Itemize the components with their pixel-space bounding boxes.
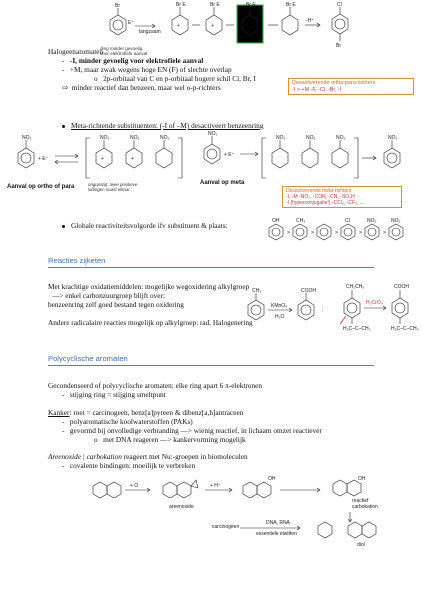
label-carbocation: carbokation [352, 504, 378, 510]
halogen-line-4: ⇨ minder reactief dan benzeen, maar wel o-p-richters [62, 83, 221, 92]
label-reactive: reactief [352, 498, 369, 504]
svg-text:NO₂: NO₂ [388, 135, 398, 141]
svg-text:NO₂: NO₂ [160, 135, 170, 141]
label-carcinogen: carcinogeen [212, 524, 240, 530]
svg-text:;: ; [322, 307, 324, 313]
areneoxide-line: Areenoxide | carbokation reageert met Nu:-groepen in biomoleculen [48, 452, 248, 461]
svg-text:+ E⁺: + E⁺ [224, 152, 235, 158]
areneoxide-mechanism-scheme [0, 470, 423, 550]
bullet-icon [62, 125, 65, 128]
label-dna: DNA, RNA [266, 520, 290, 526]
label-essential-proteins: essentiele eiwitten [256, 531, 297, 537]
svg-text:+ E⁺: + E⁺ [38, 156, 49, 162]
svg-text:CH₃: CH₃ [296, 218, 306, 224]
reagent-h2cro4: H₂CrO₄ [366, 300, 383, 306]
svg-text:NO₂: NO₂ [22, 135, 32, 141]
poly-p1b: - stijging ring = stijging smeltpunt [62, 390, 166, 399]
svg-text:NO₂: NO₂ [276, 135, 286, 141]
heading-rule [48, 365, 374, 366]
meta-bullet: Meta-richtende substituenten: (-I of –M) desactiveert benzeenring [62, 121, 263, 130]
halogen-line-2: - +M, maar zwak wegens hoge EN (F) of slechte overlap [62, 65, 232, 74]
label-diol: diol [357, 542, 365, 548]
cancer-item-2: - gevormd bij onvolledige verbranding —> wienig reactief, in lichaam omzet reactiever [62, 426, 322, 435]
svg-text:CH₂CH₃: CH₂CH₃ [346, 284, 365, 290]
meta-note: ongunstig: twee positieve ladingen naast elkaar [88, 182, 138, 192]
meta-deactivator-box: Desactiverende meta-richters -I, -M -NO₂, -COR, -CN, -SO₃H -I (hyperconjugatie!) -CCl₃, -CF₃, ... [282, 186, 402, 208]
global-bullet: Globale reactiviteitsvolgorde ifv substituent & plaats: [62, 221, 228, 230]
side-p4: Andere radicalaire reacties mogelijk op alkylgroep: rad. Halogenering [48, 318, 253, 327]
svg-text:NO₂: NO₂ [306, 135, 316, 141]
reagent-h2o: H₂O [275, 314, 285, 320]
svg-text:OH: OH [272, 218, 280, 224]
section-heading-side-chain: Reacties zijketen [48, 256, 106, 265]
svg-text:>: > [335, 230, 338, 236]
svg-text:OH: OH [358, 476, 366, 482]
cancer-item-1: - polyaromatische koolwaterstoffen (PAKs) [62, 417, 193, 426]
side-p2: —> enkel carbonzuurgroep blijft over: [52, 291, 165, 300]
svg-text:NO₂: NO₂ [391, 218, 401, 224]
reactivity-order-scheme [0, 212, 423, 248]
svg-text:+: + [177, 23, 180, 29]
heading-rule [48, 267, 374, 268]
svg-text:Br: Br [115, 3, 120, 9]
svg-text:NO₂: NO₂ [336, 135, 346, 141]
svg-text:+: + [211, 23, 214, 29]
svg-text:Cl: Cl [345, 218, 350, 224]
svg-text:COOH: COOH [394, 284, 409, 290]
scheme-note: ding minder gevoelig voor elektrofiele aanval [100, 46, 148, 56]
cancer-line: Kanker: roet = carcinogeen, benz[a]pyreen & dibenz[a,h]antraceen [48, 408, 244, 417]
svg-text:+: + [101, 156, 104, 162]
poly-p1: Gecondenseerd of polycyclische aromaten: elke ring apart 6 π-elektronen [48, 381, 262, 390]
svg-text:-H⁺: -H⁺ [306, 18, 314, 24]
svg-text:>: > [287, 230, 290, 236]
svg-text:COOH: COOH [301, 288, 316, 294]
cancer-item-3: o met DNA reageren —> kankervorming mogelijk [94, 435, 246, 444]
svg-text:CH₃: CH₃ [252, 288, 262, 294]
svg-text:>: > [383, 230, 386, 236]
svg-text:Cl: Cl [337, 2, 342, 8]
svg-text:NO₂: NO₂ [100, 135, 110, 141]
svg-text:+ O: + O [130, 483, 139, 489]
svg-text:Br E: Br E [176, 2, 186, 8]
svg-text:+: + [131, 156, 134, 162]
reagent-kmno4: KMnO₄ [271, 303, 288, 309]
svg-text:Br E: Br E [246, 2, 256, 8]
svg-text:>: > [359, 230, 362, 236]
slow-label: langzaam [139, 29, 161, 35]
svg-text:>: > [311, 230, 314, 236]
svg-text:H₃C–C–CH₃: H₃C–C–CH₃ [391, 326, 419, 332]
svg-text:NO₂: NO₂ [130, 135, 140, 141]
svg-text:NO₂: NO₂ [208, 131, 218, 137]
label-areneoxide: areenoxide [169, 504, 194, 510]
label-ortho-para: Aanval op ortho of para [7, 184, 75, 190]
side-p3: benzeenring zelf goed bestand tegen oxidering [48, 300, 184, 309]
svg-text:OH: OH [268, 476, 276, 482]
svg-text:E⁺: E⁺ [128, 20, 134, 26]
svg-text:Br E: Br E [286, 2, 296, 8]
svg-text:Br E: Br E [210, 2, 220, 8]
svg-text:+ H⁺: + H⁺ [210, 483, 221, 489]
ortho-para-deactivator-box: Desactiverende ortho-para-richters -I > +M -F, -Cl, -Br, -I [288, 78, 414, 95]
halogen-line-1: - -I, minder gevoelig voor elektrofiele aanval [62, 56, 204, 65]
svg-text:NO₂: NO₂ [367, 218, 377, 224]
svg-text:H₃C–C–CH₃: H₃C–C–CH₃ [343, 326, 371, 332]
halogen-line-3: o 2p-orbitaal van C en p-orbitaal hogere schil Cl, Br, I [94, 74, 256, 83]
side-chain-oxidation-scheme [0, 278, 423, 333]
side-p1: Met krachtige oxidatiemiddelen: mogelijke wegoxidering alkylgroep [48, 282, 250, 291]
svg-text:Br: Br [336, 43, 341, 49]
section-heading-polycyclic: Polycyclische aromaten [48, 354, 128, 363]
label-meta: Aanval op meta [200, 180, 245, 186]
halogen-title: Halogeenaromaten [48, 47, 104, 56]
areneoxide-item-1: - covalente bindingen: moeilijk te verbreken [62, 461, 196, 470]
